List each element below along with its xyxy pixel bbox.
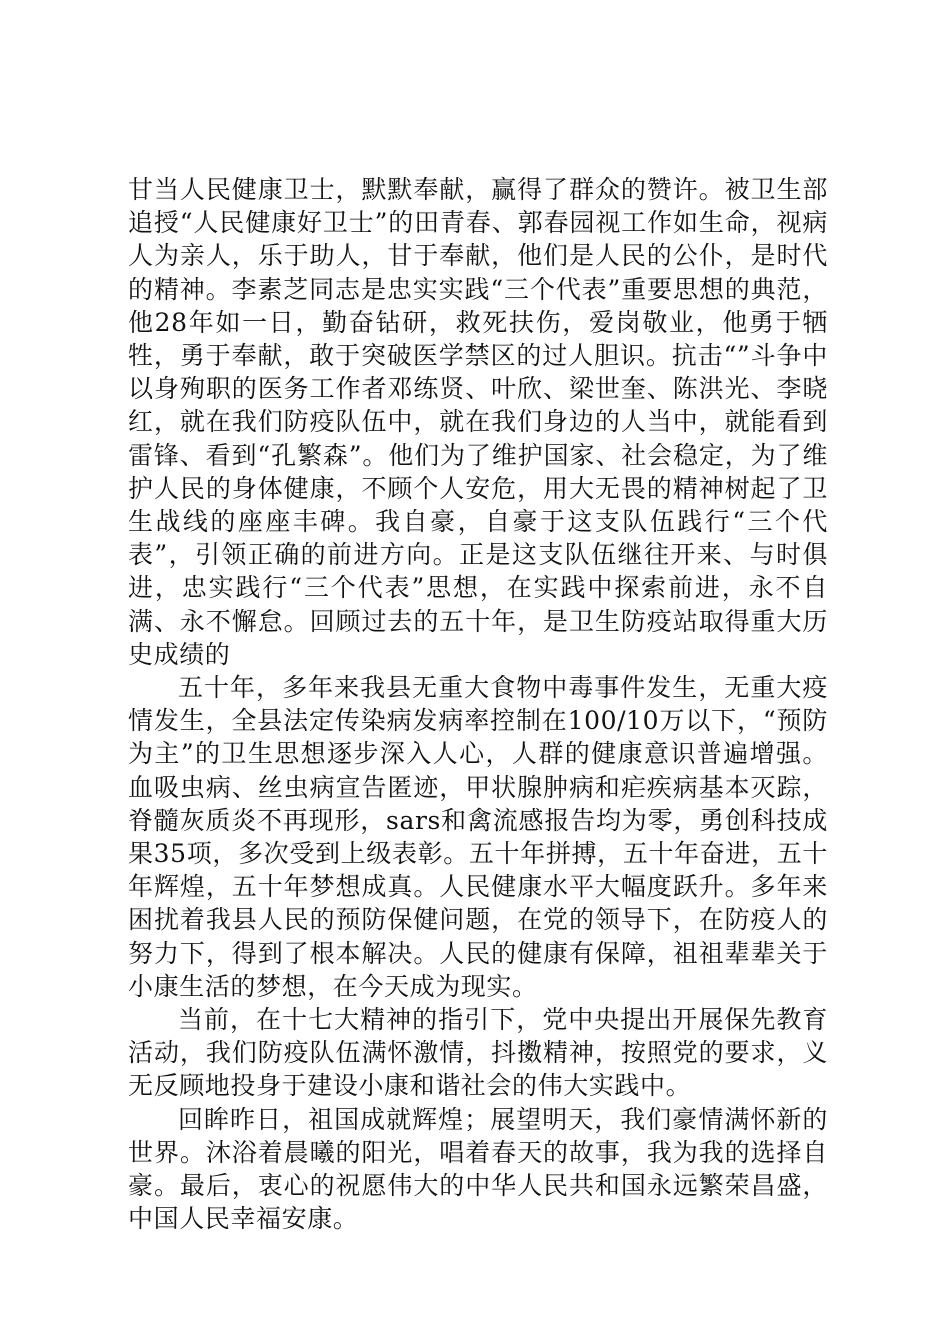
- paragraph-closing: 回眸昨日，祖国成就辉煌；展望明天，我们豪情满怀新的世界。沐浴着晨曦的阳光，唱着春天的故事，我为我的选择自豪。最后，衷心的祝愿伟大的中华人民共和国永远繁荣昌盛，中国人民幸福安康。: [128, 1104, 828, 1234]
- document-body: [128, 173, 828, 1236]
- paragraph-continued: 甘当人民健康卫士，默默奉献，赢得了群众的赞许。被卫生部追授“人民健康好卫士”的田青春、郭春园视工作如生命，视病人为亲人，乐于助人，甘于奉献，他们是人民的公仆，是时代的精神。李素芝同志是忠实实践“三个代表”重要思想的典范，他28年如一日，勤奋钻研，救死扶伤，爱岗敬业，他勇于牺牲，勇于奉献，敢于突破医学禁区的过人胆识。抗击“”斗争中以身殉职的医务工作者邓练贤、叶欣、梁世奎、陈洪光、李晓红，就在我们防疫队伍中，就在我们身边的人当中，就能看到雷锋、看到“孔繁森”。他们为了维护国家、社会稳定，为了维护人民的身体健康，不顾个人安危，用大无畏的精神树起了卫生战线的座座丰碑。我自豪，自豪于这支队伍践行“三个代表”，引领正确的前进方向。正是这支队伍继往开来、与时俱进，忠实践行“三个代表”思想，在实践中探索前进，永不自满、永不懈怠。回顾过去的五十年，是卫生防疫站取得重大历史成绩的: [128, 175, 828, 669]
- paragraph-current-activity: 当前，在十七大精神的指引下，党中央提出开展保先教育活动，我们防疫队伍满怀激情，抖擞精神，按照党的要求，义无反顾地投身于建设小康和谐社会的伟大实践中。: [128, 1005, 828, 1101]
- paragraph-achievements: 五十年，多年来我县无重大食物中毒事件发生，无重大疫情发生，全县法定传染病发病率控制在100/10万以下，“预防为主”的卫生思想逐步深入人心，人群的健康意识普遍增强。血吸虫病、丝虫病宣告匿迹，甲状腺肿病和疟疾病基本灭踪，脊髓灰质炎不再现形，sars和禽流感报告均为零，勇创科技成果35项，多次受到上级表彰。五十年拼搏，五十年奋进，五十年辉煌，五十年梦想成真。人民健康水平大幅度跃升。多年来困扰着我县人民的预防保健问题，在党的领导下，在防疫人的努力下，得到了根本解决。人民的健康有保障，祖祖辈辈关于小康生活的梦想，在今天成为现实。: [128, 673, 828, 1001]
